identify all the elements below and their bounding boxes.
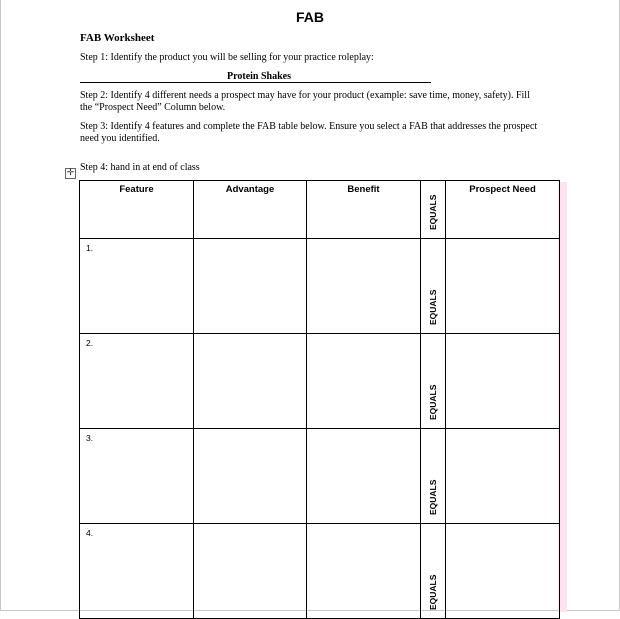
product-line bbox=[80, 71, 440, 83]
advantage-cell[interactable] bbox=[194, 429, 307, 524]
equals-label: EQUALS bbox=[428, 384, 438, 420]
worksheet-subtitle: FAB Worksheet bbox=[80, 32, 155, 44]
equals-cell bbox=[421, 239, 446, 334]
advantage-cell[interactable] bbox=[194, 334, 307, 429]
product-name: Protein Shakes bbox=[227, 71, 291, 82]
feature-cell[interactable]: 1. bbox=[80, 239, 194, 334]
equals-cell bbox=[421, 334, 446, 429]
table-row bbox=[80, 429, 560, 524]
prospect-need-cell[interactable] bbox=[446, 524, 560, 619]
advantage-cell[interactable] bbox=[194, 524, 307, 619]
prospect-need-cell[interactable] bbox=[446, 429, 560, 524]
feature-cell[interactable]: 4. bbox=[80, 524, 194, 619]
benefit-cell[interactable] bbox=[307, 429, 421, 524]
prospect-need-cell[interactable] bbox=[446, 334, 560, 429]
benefit-cell[interactable] bbox=[307, 239, 421, 334]
page-title: FAB bbox=[296, 9, 324, 25]
feature-cell[interactable]: 2. bbox=[80, 334, 194, 429]
step-1-text: Step 1: Identify the product you will be selling for your practice roleplay: bbox=[80, 52, 374, 63]
step-2-text: Step 2: Identify 4 different needs a prospect may have for your product (example: save time, money, safety). Fill the “Prospect Need” Column below. bbox=[80, 90, 530, 113]
benefit-cell[interactable] bbox=[307, 334, 421, 429]
header-equals bbox=[421, 181, 446, 239]
equals-label: EQUALS bbox=[428, 479, 438, 515]
feature-cell[interactable]: 3. bbox=[80, 429, 194, 524]
equals-cell bbox=[421, 429, 446, 524]
header-advantage: Advantage bbox=[194, 181, 307, 239]
table-header-row bbox=[80, 181, 560, 239]
equals-cell bbox=[421, 524, 446, 619]
equals-label: EQUALS bbox=[428, 194, 438, 230]
header-feature: Feature bbox=[80, 181, 194, 239]
underline-left bbox=[80, 71, 227, 83]
advantage-cell[interactable] bbox=[194, 239, 307, 334]
table-row bbox=[80, 334, 560, 429]
benefit-cell[interactable] bbox=[307, 524, 421, 619]
equals-label: EQUALS bbox=[428, 289, 438, 325]
header-prospect-need: Prospect Need bbox=[446, 181, 560, 239]
step-3-text: Step 3: Identify 4 features and complete the FAB table below. Ensure you select a FAB that addresses the prospect need you identified. bbox=[80, 121, 538, 144]
prospect-need-cell[interactable] bbox=[446, 239, 560, 334]
underline-right bbox=[291, 71, 431, 83]
header-benefit: Benefit bbox=[307, 181, 421, 239]
table-row bbox=[80, 524, 560, 619]
equals-label: EQUALS bbox=[428, 574, 438, 610]
table-row bbox=[80, 239, 560, 334]
step-4-text: Step 4: hand in at end of class bbox=[80, 162, 200, 173]
fab-table bbox=[79, 180, 560, 619]
move-icon[interactable]: ✛ bbox=[66, 168, 75, 178]
